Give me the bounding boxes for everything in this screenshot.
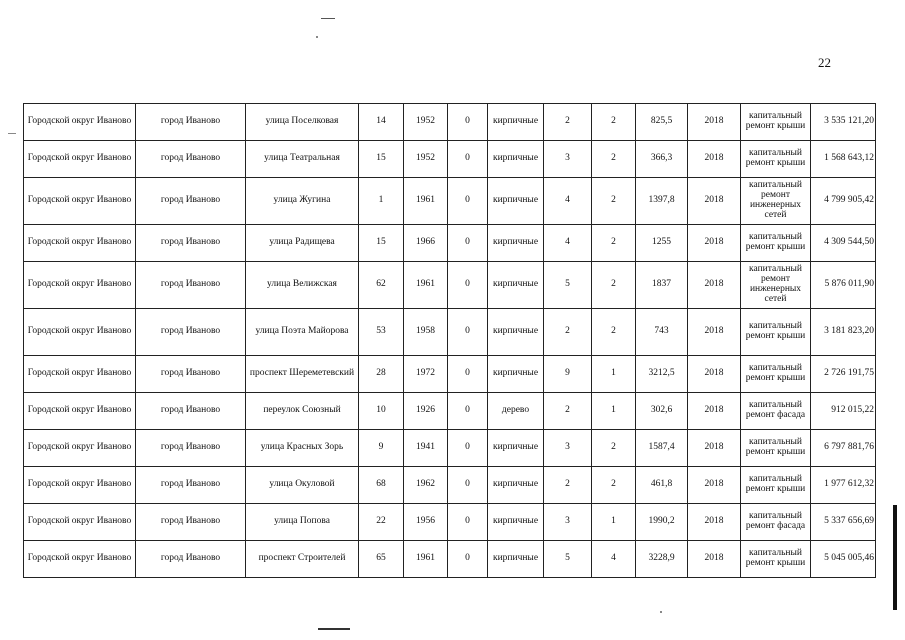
cell-build-year: 1972 [404, 356, 448, 393]
cell-wall-material: кирпичные [488, 225, 544, 262]
cell-district: Городской округ Иваново [24, 262, 136, 309]
cell-work-type: капитальный ремонт крыши [741, 225, 811, 262]
cell-house-number: 65 [359, 541, 404, 578]
cell-district: Городской округ Иваново [24, 356, 136, 393]
cell-cost: 5 876 011,90 [811, 262, 876, 309]
table-row [24, 356, 876, 393]
cell-area: 1990,2 [636, 504, 688, 541]
table-body [24, 104, 876, 578]
cell-build-year: 1941 [404, 430, 448, 467]
cell-plan-year: 2018 [688, 430, 741, 467]
cell-entrances: 2 [592, 104, 636, 141]
cell-district: Городской округ Иваново [24, 141, 136, 178]
table-row [24, 541, 876, 578]
scan-artifact-bottom [318, 628, 350, 630]
cell-floors: 2 [544, 309, 592, 356]
cell-entrances: 1 [592, 504, 636, 541]
cell-build-year: 1961 [404, 262, 448, 309]
cell-plan-year: 2018 [688, 467, 741, 504]
cell-zero: 0 [448, 225, 488, 262]
cell-work-type: капитальный ремонт крыши [741, 467, 811, 504]
cell-house-number: 14 [359, 104, 404, 141]
cell-wall-material: кирпичные [488, 141, 544, 178]
cell-city: город Иваново [136, 141, 246, 178]
cell-entrances: 1 [592, 393, 636, 430]
table-row [24, 225, 876, 262]
cell-plan-year: 2018 [688, 541, 741, 578]
page-number: 22 [818, 55, 831, 70]
cell-street: улица Театральная [246, 141, 359, 178]
cell-zero: 0 [448, 467, 488, 504]
cell-street: улица Велижская [246, 262, 359, 309]
cell-work-type: капитальный ремонт крыши [741, 104, 811, 141]
cell-house-number: 15 [359, 225, 404, 262]
cell-wall-material: кирпичные [488, 541, 544, 578]
cell-entrances: 2 [592, 178, 636, 225]
cell-build-year: 1952 [404, 104, 448, 141]
cell-zero: 0 [448, 309, 488, 356]
table-row [24, 430, 876, 467]
cell-zero: 0 [448, 393, 488, 430]
scan-artifact-top [321, 18, 335, 19]
cell-build-year: 1962 [404, 467, 448, 504]
cell-district: Городской округ Иваново [24, 178, 136, 225]
cell-zero: 0 [448, 262, 488, 309]
cell-zero: 0 [448, 178, 488, 225]
cell-work-type: капитальный ремонт фасада [741, 504, 811, 541]
cell-district: Городской округ Иваново [24, 504, 136, 541]
cell-entrances: 2 [592, 262, 636, 309]
table-row [24, 467, 876, 504]
cell-entrances: 4 [592, 541, 636, 578]
cell-floors: 4 [544, 225, 592, 262]
table-row [24, 393, 876, 430]
cell-city: город Иваново [136, 309, 246, 356]
cell-zero: 0 [448, 104, 488, 141]
cell-area: 461,8 [636, 467, 688, 504]
cell-zero: 0 [448, 430, 488, 467]
cell-cost: 6 797 881,76 [811, 430, 876, 467]
cell-street: переулок Союзный [246, 393, 359, 430]
cell-area: 366,3 [636, 141, 688, 178]
cell-street: улица Поэта Майорова [246, 309, 359, 356]
cell-city: город Иваново [136, 356, 246, 393]
cell-floors: 2 [544, 104, 592, 141]
cell-plan-year: 2018 [688, 141, 741, 178]
scan-dot [660, 611, 662, 613]
cell-street: улица Поселковая [246, 104, 359, 141]
cell-plan-year: 2018 [688, 104, 741, 141]
cell-entrances: 2 [592, 225, 636, 262]
housing-repair-table [23, 103, 876, 578]
cell-build-year: 1958 [404, 309, 448, 356]
cell-house-number: 62 [359, 262, 404, 309]
table-row [24, 141, 876, 178]
cell-wall-material: дерево [488, 393, 544, 430]
cell-cost: 2 726 191,75 [811, 356, 876, 393]
cell-wall-material: кирпичные [488, 309, 544, 356]
cell-house-number: 15 [359, 141, 404, 178]
cell-zero: 0 [448, 141, 488, 178]
cell-build-year: 1961 [404, 541, 448, 578]
cell-cost: 3 181 823,20 [811, 309, 876, 356]
cell-district: Городской округ Иваново [24, 104, 136, 141]
cell-floors: 3 [544, 504, 592, 541]
cell-zero: 0 [448, 541, 488, 578]
cell-floors: 5 [544, 541, 592, 578]
cell-street: проспект Строителей [246, 541, 359, 578]
cell-floors: 5 [544, 262, 592, 309]
cell-plan-year: 2018 [688, 504, 741, 541]
cell-cost: 1 568 643,12 [811, 141, 876, 178]
cell-city: город Иваново [136, 504, 246, 541]
cell-cost: 4 799 905,42 [811, 178, 876, 225]
cell-district: Городской округ Иваново [24, 393, 136, 430]
cell-work-type: капитальный ремонт инженерных сетей [741, 262, 811, 309]
cell-plan-year: 2018 [688, 356, 741, 393]
cell-wall-material: кирпичные [488, 262, 544, 309]
cell-city: город Иваново [136, 262, 246, 309]
cell-work-type: капитальный ремонт инженерных сетей [741, 178, 811, 225]
cell-district: Городской округ Иваново [24, 467, 136, 504]
cell-floors: 3 [544, 141, 592, 178]
cell-entrances: 1 [592, 356, 636, 393]
cell-build-year: 1961 [404, 178, 448, 225]
cell-district: Городской округ Иваново [24, 225, 136, 262]
cell-floors: 4 [544, 178, 592, 225]
cell-street: улица Красных Зорь [246, 430, 359, 467]
cell-house-number: 53 [359, 309, 404, 356]
cell-wall-material: кирпичные [488, 430, 544, 467]
table-row [24, 504, 876, 541]
cell-district: Городской округ Иваново [24, 309, 136, 356]
cell-area: 1587,4 [636, 430, 688, 467]
table-row [24, 262, 876, 309]
cell-street: улица Попова [246, 504, 359, 541]
cell-entrances: 2 [592, 467, 636, 504]
cell-build-year: 1956 [404, 504, 448, 541]
cell-cost: 912 015,22 [811, 393, 876, 430]
cell-entrances: 2 [592, 309, 636, 356]
cell-area: 1837 [636, 262, 688, 309]
cell-work-type: капитальный ремонт крыши [741, 356, 811, 393]
cell-cost: 3 535 121,20 [811, 104, 876, 141]
cell-work-type: капитальный ремонт крыши [741, 309, 811, 356]
cell-work-type: капитальный ремонт фасада [741, 393, 811, 430]
cell-area: 825,5 [636, 104, 688, 141]
cell-house-number: 28 [359, 356, 404, 393]
cell-plan-year: 2018 [688, 225, 741, 262]
cell-work-type: капитальный ремонт крыши [741, 541, 811, 578]
cell-city: город Иваново [136, 541, 246, 578]
cell-plan-year: 2018 [688, 262, 741, 309]
cell-floors: 3 [544, 430, 592, 467]
cell-floors: 9 [544, 356, 592, 393]
cell-plan-year: 2018 [688, 393, 741, 430]
table-row [24, 309, 876, 356]
cell-wall-material: кирпичные [488, 504, 544, 541]
cell-work-type: капитальный ремонт крыши [741, 430, 811, 467]
cell-area: 743 [636, 309, 688, 356]
cell-build-year: 1966 [404, 225, 448, 262]
cell-house-number: 1 [359, 178, 404, 225]
cell-district: Городской округ Иваново [24, 430, 136, 467]
cell-city: город Иваново [136, 104, 246, 141]
cell-wall-material: кирпичные [488, 178, 544, 225]
scan-dot [316, 36, 318, 38]
cell-house-number: 22 [359, 504, 404, 541]
cell-floors: 2 [544, 393, 592, 430]
scan-edge-shadow [893, 505, 897, 610]
cell-entrances: 2 [592, 141, 636, 178]
cell-zero: 0 [448, 504, 488, 541]
cell-area: 1397,8 [636, 178, 688, 225]
cell-city: город Иваново [136, 393, 246, 430]
cell-cost: 4 309 544,50 [811, 225, 876, 262]
cell-area: 3212,5 [636, 356, 688, 393]
table-row [24, 104, 876, 141]
cell-build-year: 1926 [404, 393, 448, 430]
cell-street: проспект Шереметевский [246, 356, 359, 393]
cell-wall-material: кирпичные [488, 356, 544, 393]
cell-floors: 2 [544, 467, 592, 504]
cell-street: улица Окуловой [246, 467, 359, 504]
cell-street: улица Жугина [246, 178, 359, 225]
cell-cost: 1 977 612,32 [811, 467, 876, 504]
cell-plan-year: 2018 [688, 309, 741, 356]
cell-zero: 0 [448, 356, 488, 393]
cell-city: город Иваново [136, 178, 246, 225]
cell-work-type: капитальный ремонт крыши [741, 141, 811, 178]
cell-build-year: 1952 [404, 141, 448, 178]
scan-artifact-left [8, 133, 16, 134]
cell-wall-material: кирпичные [488, 104, 544, 141]
cell-cost: 5 337 656,69 [811, 504, 876, 541]
cell-area: 3228,9 [636, 541, 688, 578]
table-row [24, 178, 876, 225]
cell-city: город Иваново [136, 430, 246, 467]
cell-house-number: 10 [359, 393, 404, 430]
cell-area: 1255 [636, 225, 688, 262]
cell-plan-year: 2018 [688, 178, 741, 225]
cell-city: город Иваново [136, 467, 246, 504]
cell-wall-material: кирпичные [488, 467, 544, 504]
cell-street: улица Радищева [246, 225, 359, 262]
cell-city: город Иваново [136, 225, 246, 262]
cell-house-number: 9 [359, 430, 404, 467]
cell-house-number: 68 [359, 467, 404, 504]
cell-entrances: 2 [592, 430, 636, 467]
cell-area: 302,6 [636, 393, 688, 430]
cell-district: Городской округ Иваново [24, 541, 136, 578]
cell-cost: 5 045 005,46 [811, 541, 876, 578]
